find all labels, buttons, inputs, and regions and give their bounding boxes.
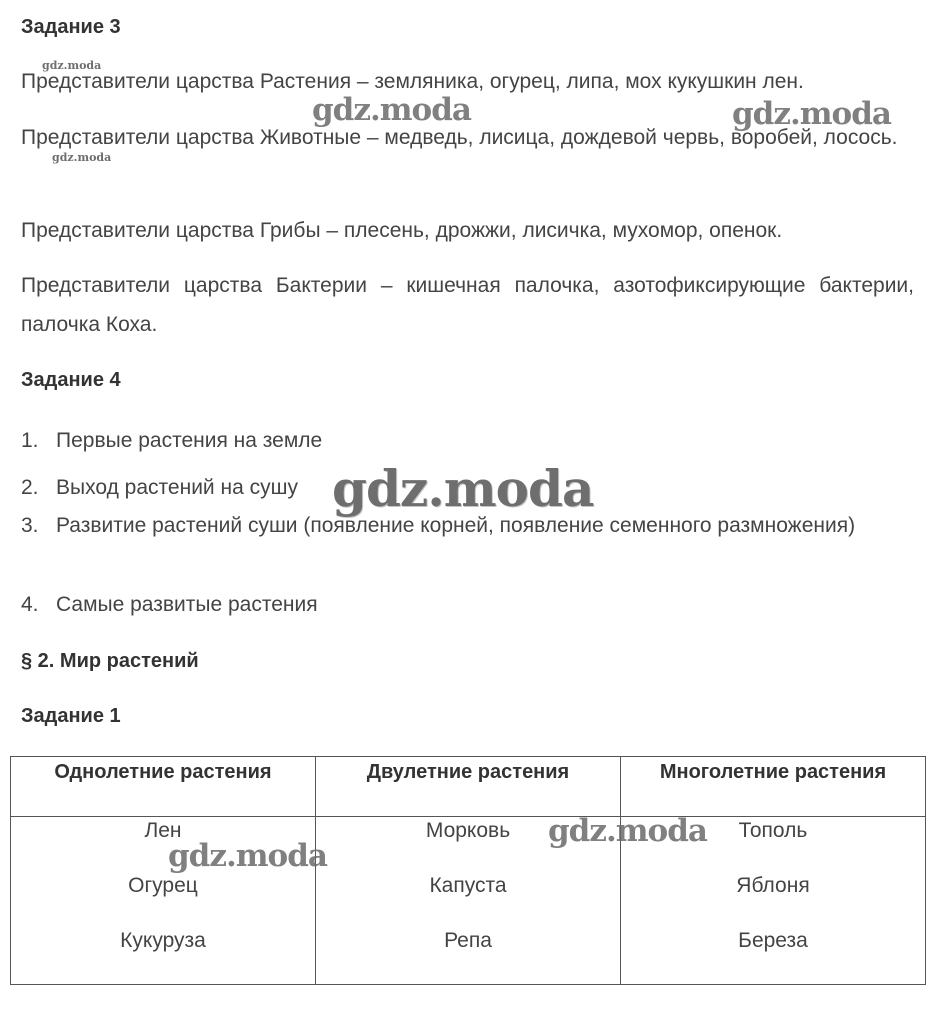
table-row [11, 817, 926, 985]
list-item [21, 585, 914, 624]
watermark: gdz.moda [548, 813, 707, 849]
table-cell: Репа [444, 929, 492, 952]
list-number: 4. [21, 593, 39, 616]
fungi-paragraph: Представители царства Грибы – плесень, дрожжи, лисичка, мухомор, опенок. [21, 219, 783, 242]
watermark: gdz.moda [52, 151, 112, 164]
list-number: 2. [21, 476, 39, 499]
header-perennial: Многолетние растения [621, 757, 926, 817]
watermark: gdz.moda [332, 459, 594, 518]
list-text: Самые развитые растения [56, 593, 318, 616]
plants-paragraph: Представители царства Растения – земляника, огурец, липа, мох кукушкин лен. [21, 70, 804, 93]
table-cell: Морковь [425, 819, 511, 842]
table-cell: Капуста [429, 874, 507, 897]
plants-lifespan-table [10, 756, 926, 985]
table-cell: Лен [144, 819, 182, 842]
list-text: Развитие растений суши (появление корней, появление семенного размножения) [56, 514, 856, 537]
section-heading: § 2. Мир растений [21, 650, 199, 672]
table-cell: Кукуруза [120, 929, 206, 952]
table-cell: Тополь [738, 819, 808, 842]
watermark: gdz.moda [732, 96, 891, 132]
table-cell: Огурец [128, 874, 198, 897]
task1-heading: Задание 1 [21, 705, 121, 727]
watermark: gdz.moda [168, 838, 327, 874]
list-text: Выход растений на сушу [56, 476, 298, 499]
bacteria-paragraph: Представители царства Бактерии – кишечная палочка, азотофиксирующие бактерии, палочка Коха. [21, 274, 914, 336]
watermark: gdz.moda [312, 92, 471, 128]
list-item [21, 421, 914, 460]
list-number: 3. [21, 514, 39, 537]
watermark: gdz.moda [42, 59, 102, 72]
task4-heading: Задание 4 [21, 369, 121, 391]
animals-paragraph: Представители царства Животные – медведь, лисица, дождевой червь, воробей, лосось. [21, 126, 898, 149]
list-number: 1. [21, 429, 39, 452]
table-header-row [11, 757, 926, 817]
header-annual: Однолетние растения [11, 757, 316, 817]
task3-heading: Задание 3 [21, 16, 121, 38]
table-cell: Яблоня [736, 874, 810, 897]
header-biennial: Двулетние растения [316, 757, 621, 817]
list-text: Первые растения на земле [56, 429, 323, 452]
table-cell: Береза [738, 929, 808, 952]
